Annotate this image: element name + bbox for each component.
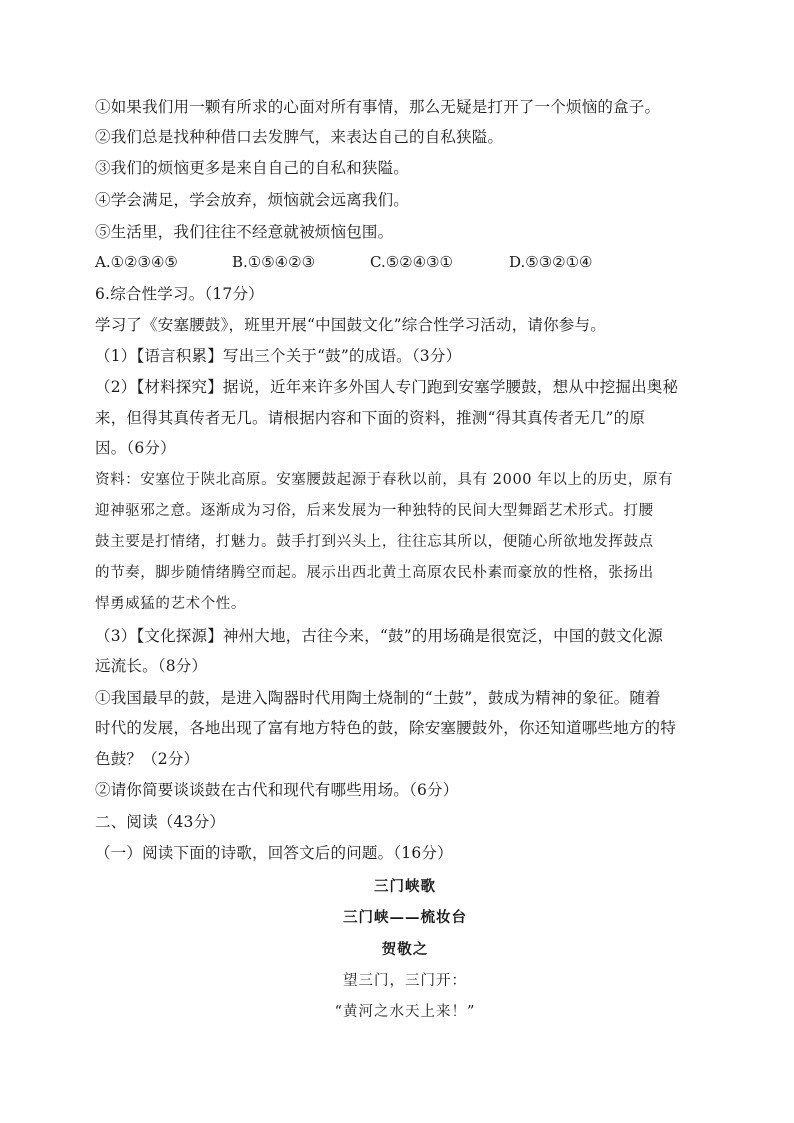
poem-title: 三门峡歌: [374, 878, 436, 895]
poem-line-1: 望三门，三门开：: [343, 973, 467, 989]
sentence-5: ⑤生活里，我们往往不经意就被烦恼包围。: [95, 223, 394, 241]
material-line-5: 悍勇威猛的艺术个性。: [95, 596, 246, 612]
material-line-1: 资料：安塞位于陕北高原。安塞腰鼓起源于春秋以前，具有 2000 年以上的历史，原有: [95, 472, 674, 488]
question-6-sub2-line1: （2）【材料探究】据说，近年来许多外国人专门跑到安塞学腰鼓，想从中挖掘出奥秘: [95, 378, 679, 396]
material-line-4: 的节奏，脚步随情绪腾空而起。展示出西北黄土高原农民朴素而豪放的性格，张扬出: [95, 565, 654, 581]
choice-a: A.①②③④⑤: [95, 253, 178, 271]
question-6-sub1: （1）【语言积累】写出三个关于“鼓”的成语。（3分）: [95, 347, 462, 365]
question-6-sub2-line3: 因。（6分）: [95, 439, 176, 457]
choice-d: D.⑤③②①④: [509, 253, 593, 271]
material-line-2: 迎神驱邪之意。逐渐成为习俗，后来发展为一种独特的民间大型舞蹈艺术形式。打腰: [95, 503, 654, 519]
question-6-sub3-q1-line2: 时代的发展，各地出现了富有地方特色的鼓，除安塞腰鼓外，你还知道哪些地方的特: [95, 719, 676, 737]
question-6-sub2-line2: 来，但得其真传者无几。请根据内容和下面的资料，推测“得其真传者无几”的原: [95, 409, 646, 427]
section-2-title: 二、阅读（43分）: [95, 813, 226, 831]
question-6-title: 6.综合性学习。（17分）: [95, 285, 264, 303]
question-6-sub3-q1-line3: 色鼓？（2分）: [95, 750, 200, 768]
question-6-sub3-q2: ②请你简要谈谈鼓在古代和现代有哪些用场。（6分）: [95, 781, 459, 799]
sentence-1: ①如果我们用一颗有所求的心面对所有事情，那么无疑是打开了一个烦恼的盒子。: [95, 98, 661, 116]
question-6-sub3-line1: （3）【文化探源】神州大地，古往今来，“鼓”的用场确是很宽泛，中国的鼓文化源: [95, 627, 664, 645]
poem-author: 贺敬之: [381, 941, 429, 958]
question-6-sub3-q1-line1: ①我国最早的鼓，是进入陶器时代用陶土烧制的“土鼓”，鼓成为精神的象征。随着: [95, 689, 661, 707]
material-line-3: 鼓主要是打情绪，打魅力。鼓手打到兴头上，往往忘其所以，便随心所欲地发挥鼓点: [95, 534, 654, 550]
sentence-2: ②我们总是找种种借口去发脾气，来表达自己的自私狭隘。: [95, 128, 504, 146]
question-6-intro: 学习了《安塞腰鼓》，班里开展“中国鼓文化”综合性学习活动，请你参与。: [95, 316, 606, 334]
choice-c: C.⑤②④③①: [370, 253, 453, 271]
section-2-part-1: （一）阅读下面的诗歌，回答文后的问题。（16分）: [95, 844, 453, 862]
poem-subtitle: 三门峡——梳妆台: [343, 909, 467, 926]
choice-b: B.①⑤④②③: [232, 253, 316, 271]
sentence-3: ③我们的烦恼更多是来自自己的自私和狭隘。: [95, 159, 410, 177]
sentence-4: ④学会满足，学会放弃，烦恼就会远离我们。: [95, 191, 410, 209]
question-6-sub3-line2: 远流长。（8分）: [95, 657, 208, 675]
answer-choices: [95, 253, 715, 273]
poem-line-2: “黄河之水天上来！”: [334, 1004, 476, 1020]
